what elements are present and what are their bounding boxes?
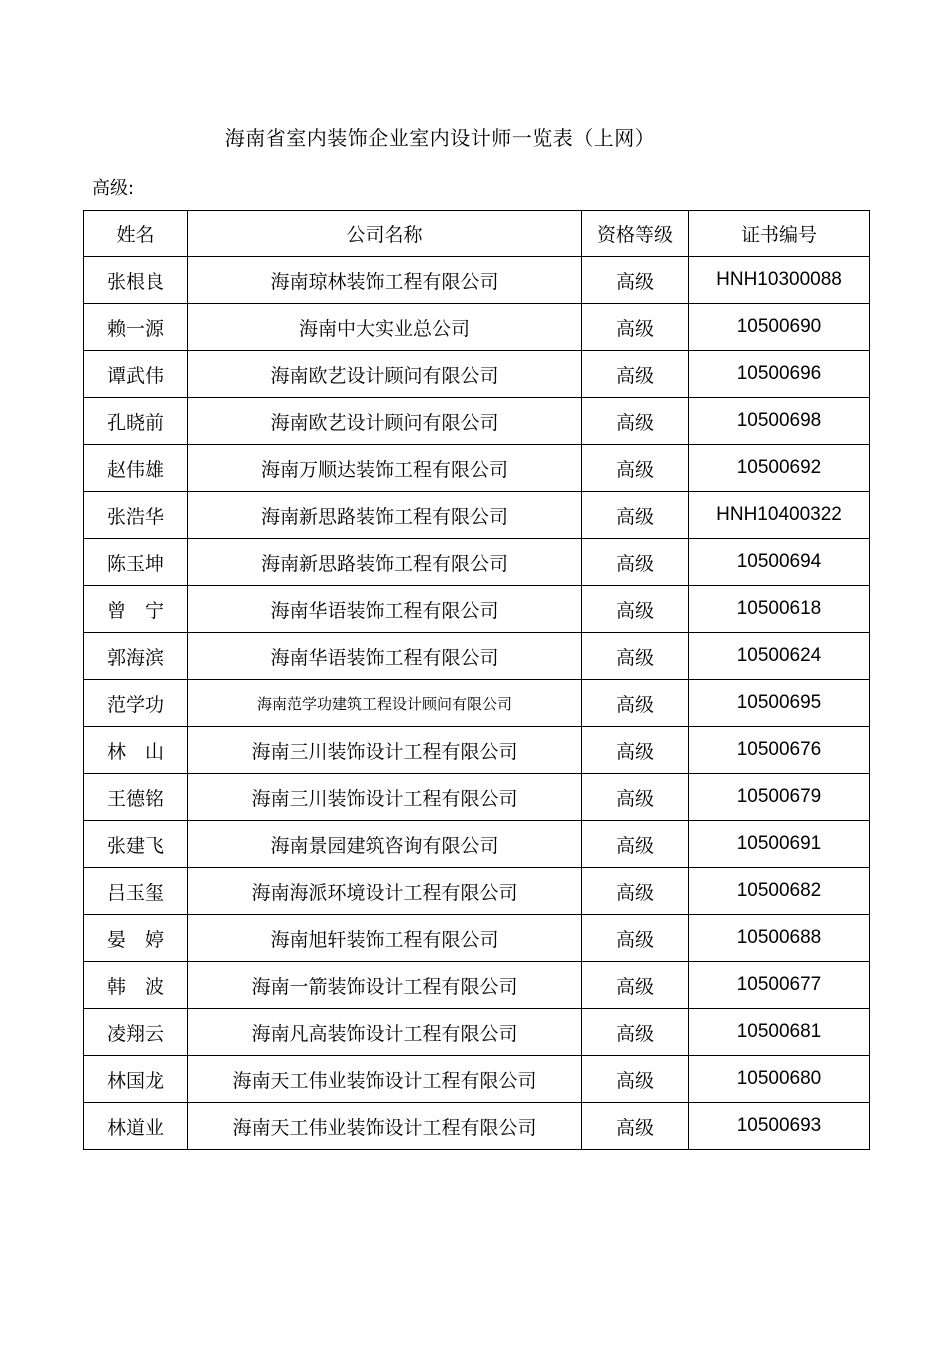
designer-table [83, 210, 870, 1150]
cell-company: 海南天工伟业装饰设计工程有限公司 [188, 1103, 582, 1150]
table-row [84, 821, 870, 868]
table-row [84, 680, 870, 727]
cell-company: 海南天工伟业装饰设计工程有限公司 [188, 1056, 582, 1103]
cell-company: 海南中大实业总公司 [188, 304, 582, 351]
table-row [84, 304, 870, 351]
cell-company: 海南凡高装饰设计工程有限公司 [188, 1009, 582, 1056]
table-row [84, 257, 870, 304]
cell-level: 高级 [582, 727, 689, 774]
cell-level: 高级 [582, 868, 689, 915]
cell-level: 高级 [582, 257, 689, 304]
cell-company: 海南欧艺设计顾问有限公司 [188, 398, 582, 445]
table-row [84, 586, 870, 633]
cell-name: 韩 波 [84, 962, 188, 1009]
table-row [84, 398, 870, 445]
cell-level: 高级 [582, 492, 689, 539]
cell-level: 高级 [582, 398, 689, 445]
cell-company: 海南旭轩装饰工程有限公司 [188, 915, 582, 962]
cell-level: 高级 [582, 915, 689, 962]
cell-name: 范学功 [84, 680, 188, 727]
table-row [84, 445, 870, 492]
cell-name: 张浩华 [84, 492, 188, 539]
table-row [84, 727, 870, 774]
cell-level: 高级 [582, 774, 689, 821]
cell-company: 海南海派环境设计工程有限公司 [188, 868, 582, 915]
cell-company: 海南新思路装饰工程有限公司 [188, 492, 582, 539]
cell-level: 高级 [582, 1103, 689, 1150]
cell-cert: 10500694 [689, 539, 870, 586]
table-row [84, 962, 870, 1009]
cell-name: 赵伟雄 [84, 445, 188, 492]
cell-level: 高级 [582, 1009, 689, 1056]
cell-level: 高级 [582, 1056, 689, 1103]
cell-cert: 10500692 [689, 445, 870, 492]
table-row [84, 351, 870, 398]
cell-cert: 10500693 [689, 1103, 870, 1150]
cell-cert: 10500681 [689, 1009, 870, 1056]
cell-company: 海南华语装饰工程有限公司 [188, 586, 582, 633]
section-label: 高级: [92, 178, 135, 199]
cell-cert: 10500698 [689, 398, 870, 445]
cell-name: 谭武伟 [84, 351, 188, 398]
cell-level: 高级 [582, 539, 689, 586]
cell-name: 张建飞 [84, 821, 188, 868]
cell-cert: 10500677 [689, 962, 870, 1009]
cell-level: 高级 [582, 680, 689, 727]
cell-name: 林道业 [84, 1103, 188, 1150]
table-row [84, 633, 870, 680]
cell-cert: 10500676 [689, 727, 870, 774]
cell-level: 高级 [582, 351, 689, 398]
table-row [84, 1009, 870, 1056]
cell-cert: 10500695 [689, 680, 870, 727]
cell-name: 吕玉玺 [84, 868, 188, 915]
cell-company: 海南范学功建筑工程设计顾问有限公司 [188, 680, 582, 727]
cell-company: 海南景园建筑咨询有限公司 [188, 821, 582, 868]
cell-cert: 10500680 [689, 1056, 870, 1103]
cell-name: 曾 宁 [84, 586, 188, 633]
cell-cert: 10500691 [689, 821, 870, 868]
cell-company: 海南新思路装饰工程有限公司 [188, 539, 582, 586]
cell-cert: 10500682 [689, 868, 870, 915]
table-row [84, 915, 870, 962]
document-title: 海南省室内装饰企业室内设计师一览表（上网） [224, 126, 656, 150]
cell-company: 海南一箭装饰设计工程有限公司 [188, 962, 582, 1009]
table-row [84, 774, 870, 821]
cell-level: 高级 [582, 962, 689, 1009]
cell-level: 高级 [582, 445, 689, 492]
cell-name: 凌翔云 [84, 1009, 188, 1056]
cell-name: 林国龙 [84, 1056, 188, 1103]
table-row [84, 1056, 870, 1103]
table-row [84, 868, 870, 915]
header-company: 公司名称 [188, 211, 582, 257]
cell-cert: HNH10400322 [689, 492, 870, 539]
cell-level: 高级 [582, 304, 689, 351]
cell-name: 赖一源 [84, 304, 188, 351]
header-cert: 证书编号 [689, 211, 870, 257]
cell-cert: 10500688 [689, 915, 870, 962]
table-body [84, 257, 870, 1150]
cell-level: 高级 [582, 633, 689, 680]
cell-name: 陈玉坤 [84, 539, 188, 586]
cell-name: 张根良 [84, 257, 188, 304]
cell-name: 王德铭 [84, 774, 188, 821]
header-level: 资格等级 [582, 211, 689, 257]
table-row [84, 1103, 870, 1150]
table-row [84, 539, 870, 586]
cell-company: 海南三川装饰设计工程有限公司 [188, 727, 582, 774]
cell-cert: 10500696 [689, 351, 870, 398]
header-name: 姓名 [84, 211, 188, 257]
cell-name: 郭海滨 [84, 633, 188, 680]
cell-company: 海南三川装饰设计工程有限公司 [188, 774, 582, 821]
cell-level: 高级 [582, 821, 689, 868]
cell-company: 海南华语装饰工程有限公司 [188, 633, 582, 680]
cell-company: 海南欧艺设计顾问有限公司 [188, 351, 582, 398]
cell-cert: 10500690 [689, 304, 870, 351]
cell-company: 海南琼林装饰工程有限公司 [188, 257, 582, 304]
cell-cert: 10500624 [689, 633, 870, 680]
cell-cert: HNH10300088 [689, 257, 870, 304]
cell-name: 孔晓前 [84, 398, 188, 445]
cell-name: 林 山 [84, 727, 188, 774]
cell-name: 晏 婷 [84, 915, 188, 962]
cell-cert: 10500618 [689, 586, 870, 633]
cell-company: 海南万顺达装饰工程有限公司 [188, 445, 582, 492]
table-row [84, 492, 870, 539]
cell-level: 高级 [582, 586, 689, 633]
table-header-row [84, 211, 870, 257]
cell-cert: 10500679 [689, 774, 870, 821]
